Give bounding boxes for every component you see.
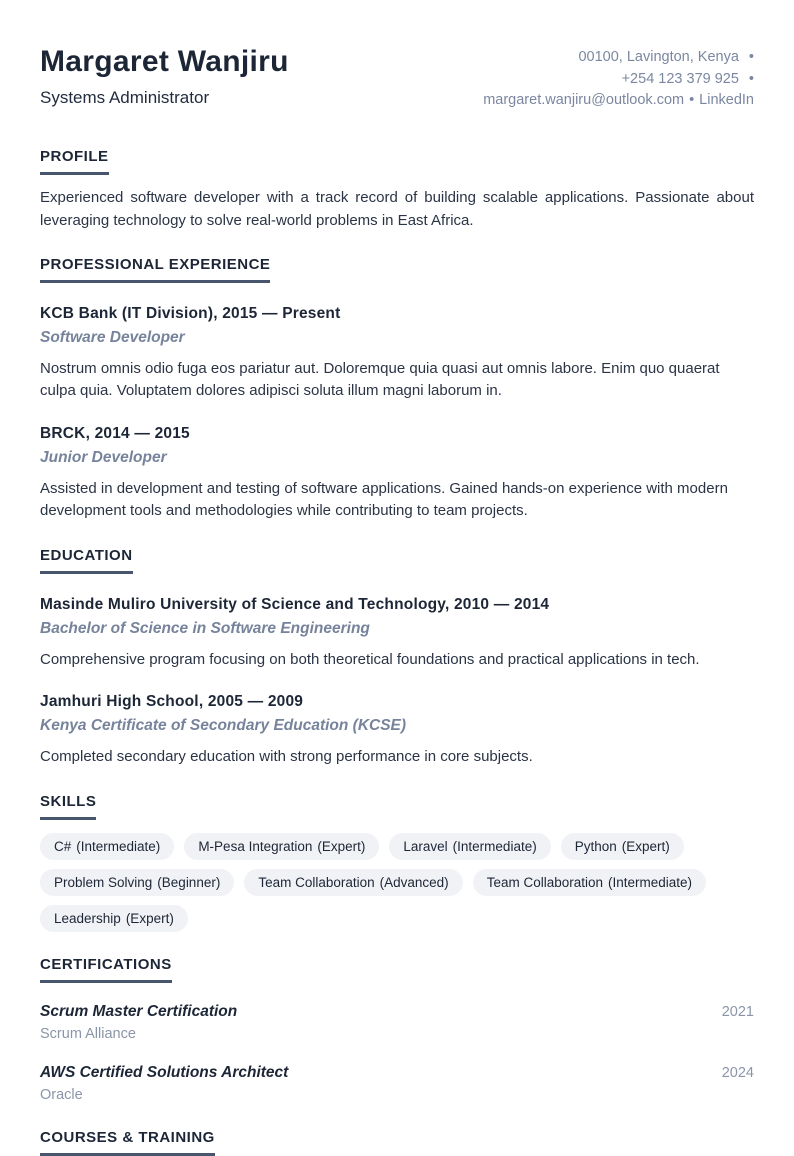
header-identity	[40, 44, 289, 108]
skill-pill	[389, 833, 550, 860]
skill-name: M-Pesa Integration	[198, 838, 313, 854]
company-heading: KCB Bank (IT Division), 2015 — Present	[40, 304, 341, 322]
certification-name: Scrum Master Certification	[40, 1002, 238, 1020]
section-title-experience: PROFESSIONAL EXPERIENCE	[40, 256, 270, 283]
section-title-education: EDUCATION	[40, 547, 133, 574]
experience-entry	[40, 425, 754, 523]
skill-pill	[473, 869, 706, 896]
certifications-section	[40, 956, 754, 1103]
school-heading: Jamhuri High School, 2005 — 2009	[40, 693, 304, 710]
contact-phone-line	[483, 69, 754, 91]
certification-entry	[40, 1003, 754, 1042]
section-title-courses: COURSES & TRAINING	[40, 1129, 215, 1156]
education-description: Completed secondary education with strong performance in core subjects.	[40, 748, 533, 765]
role-title: Junior Developer	[40, 448, 167, 466]
job-description: Assisted in development and testing of software applications. Gained hands-on experience with modern development tools and methodologies while contributing to team projects.	[40, 479, 728, 519]
contact-block	[483, 44, 754, 112]
education-section	[40, 547, 754, 769]
skill-level: (Advanced)	[379, 874, 449, 890]
skill-name: Problem Solving	[54, 874, 153, 890]
skill-pill	[561, 833, 684, 860]
certification-issuer: Oracle	[40, 1086, 83, 1103]
skill-level: (Intermediate)	[452, 838, 537, 854]
profile-section	[40, 148, 754, 232]
skill-name: Python	[574, 838, 617, 854]
skill-pill	[40, 905, 188, 932]
school-heading: Masinde Muliro University of Science and Technology, 2010 — 2014	[40, 595, 550, 613]
skills-section	[40, 793, 754, 932]
bullet-separator: •	[748, 49, 754, 65]
certification-name: AWS Certified Solutions Architect	[40, 1063, 289, 1081]
skill-name: Laravel	[403, 838, 448, 854]
certification-year: 2021	[721, 1003, 754, 1020]
certification-row	[40, 1003, 754, 1021]
section-title-certifications: CERTIFICATIONS	[40, 956, 172, 983]
degree-title: Bachelor of Science in Software Engineering	[40, 619, 370, 637]
skill-level: (Beginner)	[157, 874, 221, 890]
role-title: Software Developer	[40, 328, 185, 346]
degree-title: Kenya Certificate of Secondary Education (KCSE)	[40, 717, 407, 734]
skill-pill	[244, 869, 462, 896]
skill-name: C#	[54, 838, 72, 854]
bullet-separator: •	[689, 92, 695, 108]
education-description: Comprehensive program focusing on both theoretical foundations and practical applications in tech.	[40, 650, 700, 668]
contact-phone: +254 123 379 925	[621, 70, 739, 87]
skill-pill	[40, 869, 234, 896]
skill-pill	[184, 833, 379, 860]
person-name: Margaret Wanjiru	[40, 45, 289, 78]
experience-section	[40, 256, 754, 523]
job-description: Nostrum omnis odio fuga eos pariatur aut. Doloremque quia quasi aut omnis labore. Enim quo quaerat culpa quia. Voluptatem dolores adipisci soluta illum magni laborum in.	[40, 359, 720, 399]
skill-name: Leadership	[54, 910, 121, 926]
courses-section	[40, 1129, 754, 1156]
skill-name: Team Collaboration	[486, 874, 603, 890]
skill-level: (Expert)	[621, 838, 670, 854]
skill-level: (Intermediate)	[76, 838, 161, 854]
job-title: Systems Administrator	[40, 88, 210, 107]
skill-name: Team Collaboration	[258, 874, 375, 890]
skill-level: (Expert)	[125, 910, 174, 926]
education-entry	[40, 596, 754, 672]
certification-entry	[40, 1064, 754, 1103]
resume-header	[40, 44, 754, 112]
certification-row	[40, 1064, 754, 1082]
skill-level: (Expert)	[317, 838, 366, 854]
skills-list	[40, 833, 754, 932]
certification-issuer: Scrum Alliance	[40, 1025, 136, 1042]
section-title-profile: PROFILE	[40, 148, 109, 175]
linkedin-link[interactable]: LinkedIn	[699, 92, 754, 108]
contact-email: margaret.wanjiru@outlook.com	[483, 92, 685, 108]
skill-level: (Intermediate)	[608, 874, 693, 890]
contact-location: 00100, Lavington, Kenya	[578, 49, 739, 65]
contact-email-line	[483, 90, 754, 112]
certification-year: 2024	[721, 1064, 754, 1081]
contact-location-line	[483, 47, 754, 69]
profile-summary: Experienced software developer with a track record of building scalable applications. Passionate about leveraging technology to solve real-world problems in East Africa.	[40, 188, 754, 229]
skill-pill	[40, 833, 174, 860]
experience-entry	[40, 305, 754, 403]
company-heading: BRCK, 2014 — 2015	[40, 424, 190, 442]
education-entry	[40, 693, 754, 769]
bullet-separator: •	[748, 70, 754, 87]
section-title-skills: SKILLS	[40, 793, 96, 820]
